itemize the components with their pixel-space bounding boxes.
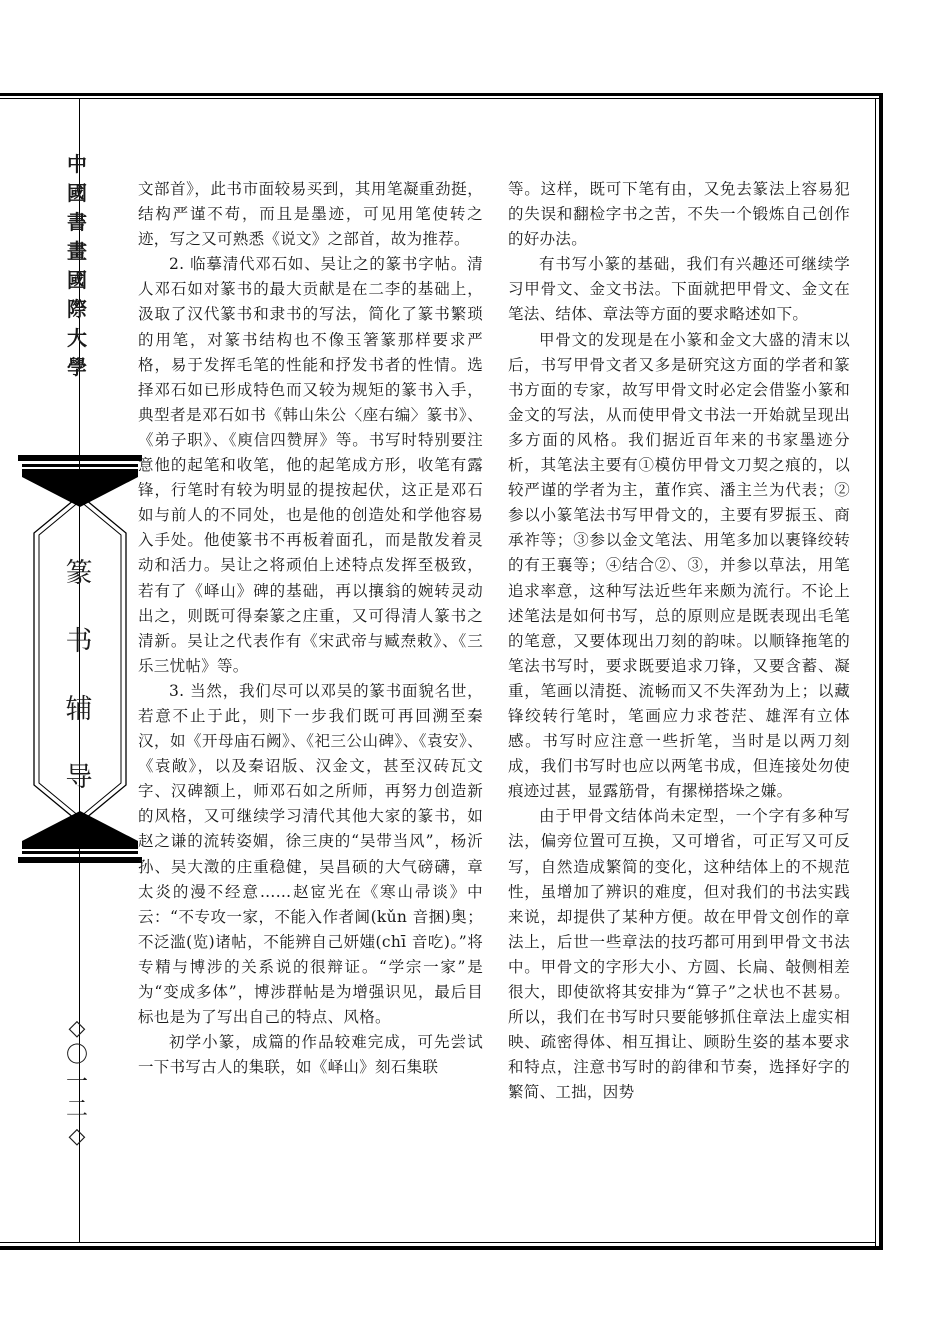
- frame-top-border: [0, 93, 882, 96]
- page-number: ◇ 〇 一 二 ◇: [65, 1016, 88, 1149]
- school-name: 中 國 書 畫 國 際 大 學: [67, 152, 87, 379]
- paragraph: 等。这样，既可下笔有由，又免去篆法上容易犯的失误和翻检字书之苦，不失一个锻炼自己创作的好办法。: [508, 180, 850, 249]
- frame-right-border: [879, 93, 883, 1250]
- paragraph: 3. 当然，我们尽可以邓吴的篆书面貌名世，若意不止于此，则下一步我们既可再回溯至秦汉，如《开母庙石阙》、《祀三公山碑》、《袁安》、《袁敞》，以及秦诏版、汉金文，甚至汉砖瓦文字、汉碑额上，师邓石如之所师，再努力创造新的风格，又可继续学习清代其他大家的篆书，如赵之谦的流转姿媚，徐三庚的“吴带当风”，杨沂孙、吴大澂的庄重稳健，吴昌硕的大气磅礴，章太炎的漫不经意……赵宧光在《寒山帚谈》中云：“不专攻一家，不能入作者阃(kǔn 音捆)奥；不泛滥(览)诸帖，不能辨自己妍媸(chī 音吃)。”将专精与博涉的关系说的很辩证。“学宗一家”是为“变成多体”，博涉群帖是为增强识见，最后目标也是为了写出自己的特点、风格。: [138, 681, 483, 1027]
- frame-right-inner-line: [875, 98, 876, 1246]
- paragraph: 2. 临摹清代邓石如、吴让之的篆书字帖。清人邓石如对篆书的最大贡献是在二李的基础上，汲取了汉代篆书和隶书的写法，简化了篆书繁琐的用笔，对篆书结构也不像玉箸篆那样要求严格，易于发挥毛笔的性能和抒发书者的性情。选择邓石如已形成特色而又较为规矩的篆书入手，典型者是邓石如书《韩山朱公〈座右编〉篆书》、《弟子职》、《庾信四赞屏》等。书写时特别要注意他的起笔和收笔，他的起笔成方形，收笔有露锋，行笔时有较为明显的提按起伏，这正是邓石如与前人的不同处，也是他的创造处和学他容易入手处。他使篆书不再板着面孔，而是散发着灵动和活力。吴让之将顽伯上述特点发挥至极致，若有了《峄山》碑的基础，再以攘翁的婉转灵动出之，则既可得秦篆之庄重，又可得清人篆书之清新。吴让之代表作有《宋武帝与臧焘敕》、《三乐三忧帖》等。: [138, 255, 483, 675]
- text-column-left: [138, 177, 483, 1080]
- paragraph: 甲骨文的发现是在小篆和金文大盛的清末以后，书写甲骨文者又多是研究这方面的学者和篆书方面的专家，故写甲骨文时必定会借鉴小篆和金文的写法，从而使甲骨文书法一开始就呈现出多方面的风格。我们据近百年来的书家墨迹分析，其笔法主要有①模仿甲骨文刀契之痕的，以较严谨的学者为主，董作宾、潘主兰为代表；②参以小篆笔法书写甲骨文的，主要有罗振玉、商承祚等；③参以金文笔法、用笔多加以裹锋绞转的有王襄等；④结合②、③，并参以草法，用笔追求率意，这种写法近些年来颇为流行。不论上述笔法是如何书写，总的原则应是既表现出毛笔的笔意，又要体现出刀刻的韵味。以顺锋拖笔的笔法书写时，要求既要追求刀锋，又要含蓄、凝重，笔画以清挺、流畅而又不失浑劲为上；以藏锋绞转行笔时，笔画应力求苍茫、雄浑有立体感。书写时应注意一些折笔，当时是以两刀刻成，我们书写时也应以两笔书成，但连接处勿使痕迹过甚，显露筋骨，有摞梯搭垛之嫌。: [508, 330, 850, 801]
- book-title: 篆 书 辅 导: [65, 558, 93, 793]
- paragraph: 文部首》，此书市面较易买到，其用笔凝重劲挺，结构严谨不苟，而且是墨迹，可见用笔使转之迹，写之又可熟悉《说文》之部首，故为推荐。: [138, 180, 483, 249]
- frame-top-inner-line: [0, 98, 882, 99]
- paragraph: 初学小篆，成篇的作品较难完成，可先尝试一下书写古人的集联，如《峄山》刻石集联: [138, 1033, 483, 1077]
- text-column-right: [508, 177, 850, 1105]
- frame-bottom-inner-line: [0, 1242, 876, 1243]
- paragraph: 由于甲骨文结体尚未定型，一个字有多种写法，偏旁位置可互换，又可增省，可正写又可反写，自然造成繁简的变化，这种结体上的不规范性，虽增加了辨识的难度，但对我们的书法实践来说，却提供了某种方便。故在甲骨文创作的章法上，后世一些章法的技巧都可用到甲骨文书法中。甲骨文的字形大小、方圆、长扁、敧侧相差很大，即使欲将其安排为“算子”之状也不甚易。所以，我们在书写时只要能够抓住章法上虚实相映、疏密得体、相互揖让、顾盼生姿的基本要求和特点，注意书写时的韵律和节奏，选择好字的繁简、工拙，因势: [508, 807, 850, 1102]
- paragraph: 有书写小篆的基础，我们有兴趣还可继续学习甲骨文、金文书法。下面就把甲骨文、金文在笔法、结体、章法等方面的要求略述如下。: [508, 255, 850, 324]
- frame-bottom-border: [0, 1246, 883, 1250]
